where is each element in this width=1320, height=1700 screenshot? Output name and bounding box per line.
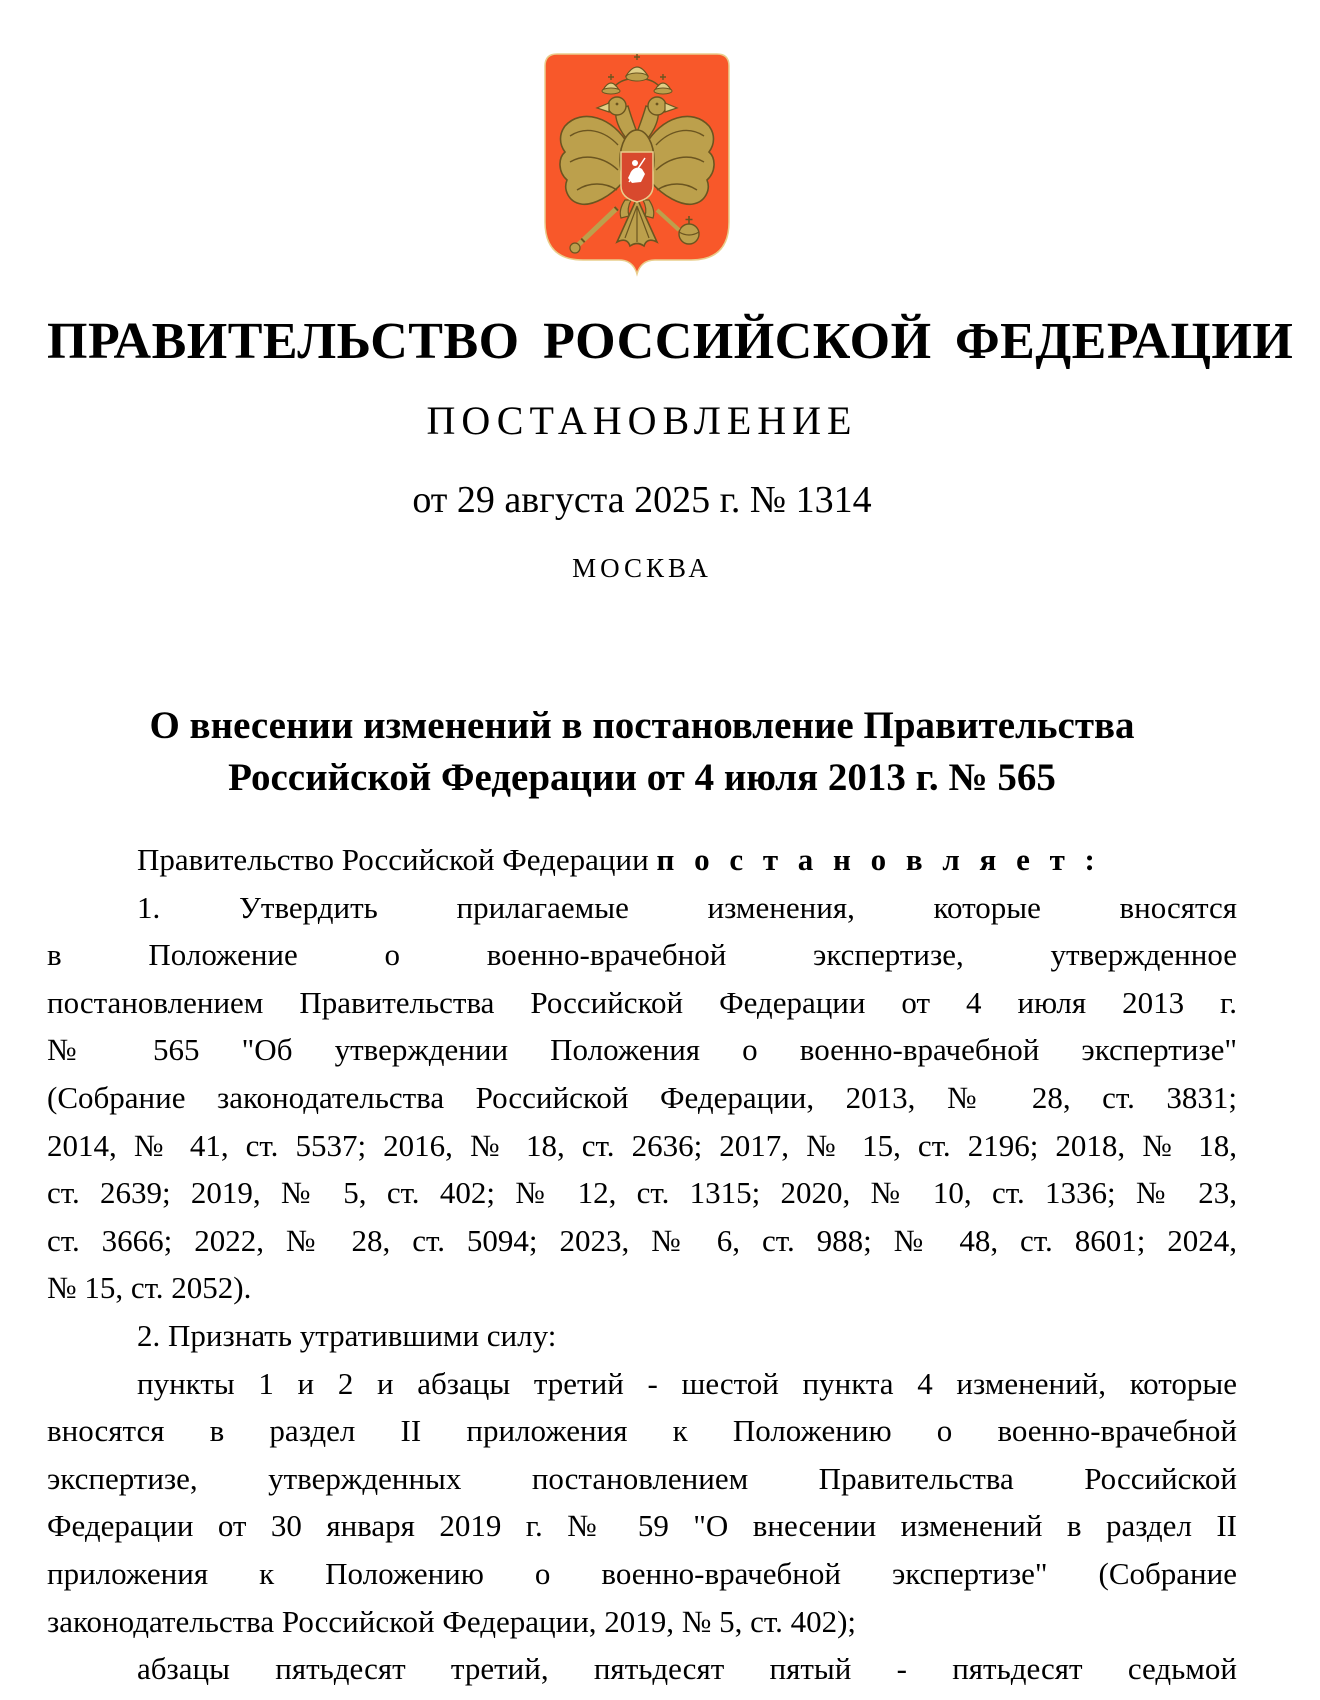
body-line-text: приложения к Положению о военно-врачебной экспертизе" (Собрание [47,1555,1237,1591]
body-line-text: постановлением Правительства Российской Федерации от 4 июля 2013 г. [47,984,1237,1020]
body-line [47,931,1237,979]
body-line [47,1169,1237,1217]
body-line-text: абзацы пятьдесят третий, пятьдесят пятый - пятьдесят седьмой [137,1651,1237,1687]
body-line-text: 2014, № 41, ст. 5537; 2016, № 18, ст. 2636; 2017, № 15, ст. 2196; 2018, № 18, [47,1127,1237,1163]
document-title-line1: О внесении изменений в постановление Правительства [149,704,1135,747]
body-line [47,1312,1237,1360]
body-line [47,1026,1237,1074]
double-headed-eagle-icon [537,50,737,280]
document-body [47,836,1237,1693]
body-line [47,1502,1237,1550]
body-line [47,1264,1237,1312]
body-line [47,1550,1237,1598]
body-line-text: экспертизе, утвержденных постановлением Правительства Российской [47,1460,1237,1496]
date-and-number: от 29 августа 2025 г. № 1314 [412,479,872,521]
document-title-line2: Российской Федерации от 4 июля 2013 г. № 565 [228,756,1056,799]
body-line-text: в Положение о военно-врачебной экспертизе, утвержденное [47,937,1237,973]
body-line [47,1455,1237,1503]
document-type: ПОСТАНОВЛЕНИЕ [426,398,858,443]
city-label: МОСКВА [572,553,712,583]
body-line-text: вносятся в раздел II приложения к Положению о военно-врачебной [47,1413,1237,1449]
body-line-text: ст. 2639; 2019, № 5, ст. 402; № 12, ст. 1315; 2020, № 10, ст. 1336; № 23, [47,1175,1237,1211]
body-line-text: Федерации от 30 января 2019 г. № 59 "О внесении изменений в раздел II [47,1508,1237,1544]
body-line-text: № 15, ст. 2052). [47,1270,252,1306]
body-line [47,1598,1237,1646]
body-line-text: ст. 3666; 2022, № 28, ст. 5094; 2023, № 6, ст. 988; № 48, ст. 8601; 2024, [47,1222,1237,1258]
body-line-text: (Собрание законодательства Российской Федерации, 2013, № 28, ст. 3831; [47,1079,1237,1115]
document-title [47,700,1237,804]
body-line-bold-text: п о с т а н о в л я е т : [656,842,1101,877]
coat-of-arms-russia [537,50,737,280]
body-line-text: законодательства Российской Федерации, 2019, № 5, ст. 402); [47,1603,857,1639]
body-line [47,1074,1237,1122]
body-line [47,1360,1237,1408]
body-line [47,979,1237,1027]
body-line [47,1217,1237,1265]
body-line [47,836,1237,884]
body-line [47,1407,1237,1455]
body-line-text: пункты 1 и 2 и абзацы третий - шестой пункта 4 изменений, которые [137,1365,1237,1401]
body-line [47,1122,1237,1170]
issuing-authority: ПРАВИТЕЛЬСТВО РОССИЙСКОЙ ФЕДЕРАЦИИ [47,313,1294,370]
body-line-text: 2. Признать утратившими силу: [137,1317,557,1353]
body-line-text: Правительство Российской Федерации [137,842,657,877]
body-line-text: № 565 "Об утверждении Положения о военно-врачебной экспертизе" [47,1032,1237,1068]
body-line-text: 1. Утвердить прилагаемые изменения, которые вносятся [137,889,1237,925]
body-line [47,1645,1237,1693]
body-line [47,884,1237,932]
